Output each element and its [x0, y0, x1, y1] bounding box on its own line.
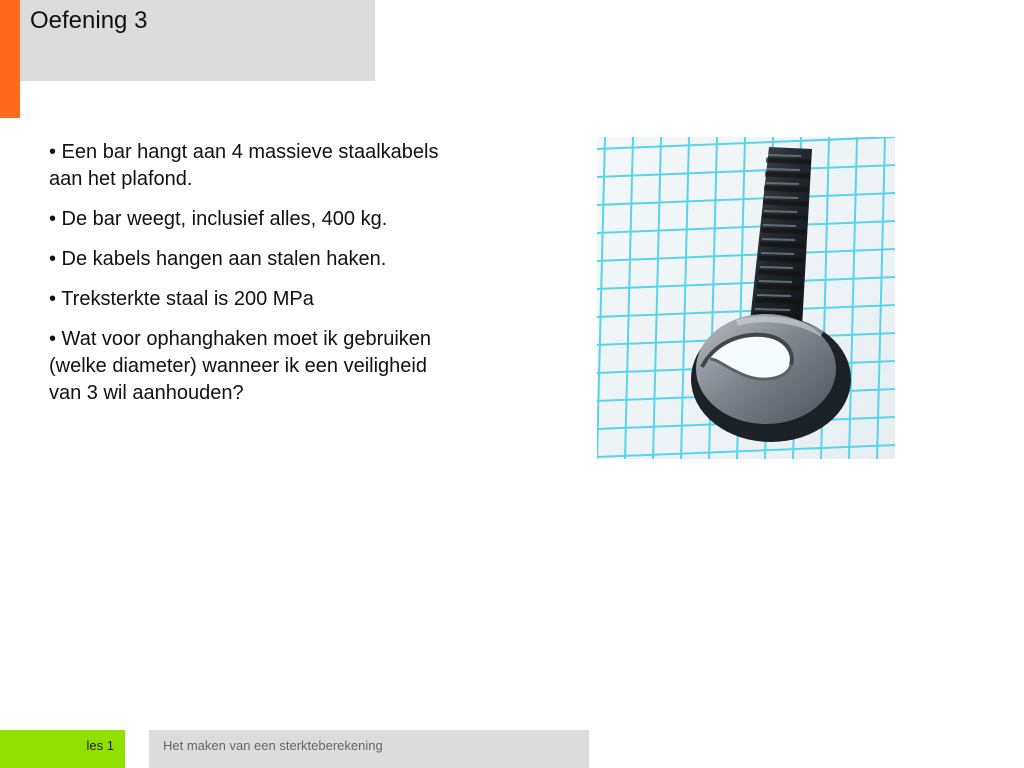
bullet-item: • De kabels hangen aan stalen haken. — [49, 248, 387, 270]
hook-screw-photo — [597, 137, 895, 459]
bullet-item: • Wat voor ophanghaken moet ik gebruiken (welke diameter) wanneer ik een veiligheid van 3 wil aanhouden? — [49, 328, 432, 404]
footer-lesson-box — [0, 730, 125, 768]
bullet-item: • Een bar hangt aan 4 massieve staalkabels aan het plafond. — [49, 141, 439, 190]
slide-title: Oefening 3 — [30, 7, 148, 34]
title-accent-bar — [0, 0, 20, 118]
title-box — [20, 0, 375, 81]
bullet-list — [49, 139, 459, 420]
bullet-item: • De bar weegt, inclusief alles, 400 kg. — [49, 208, 388, 230]
footer-lesson-label: les 1 — [86, 738, 114, 753]
bullet-item: • Treksterkte staal is 200 MPa — [49, 288, 314, 310]
footer-course-title: Het maken van een sterkteberekening — [163, 738, 383, 753]
footer-course-box — [149, 730, 589, 768]
